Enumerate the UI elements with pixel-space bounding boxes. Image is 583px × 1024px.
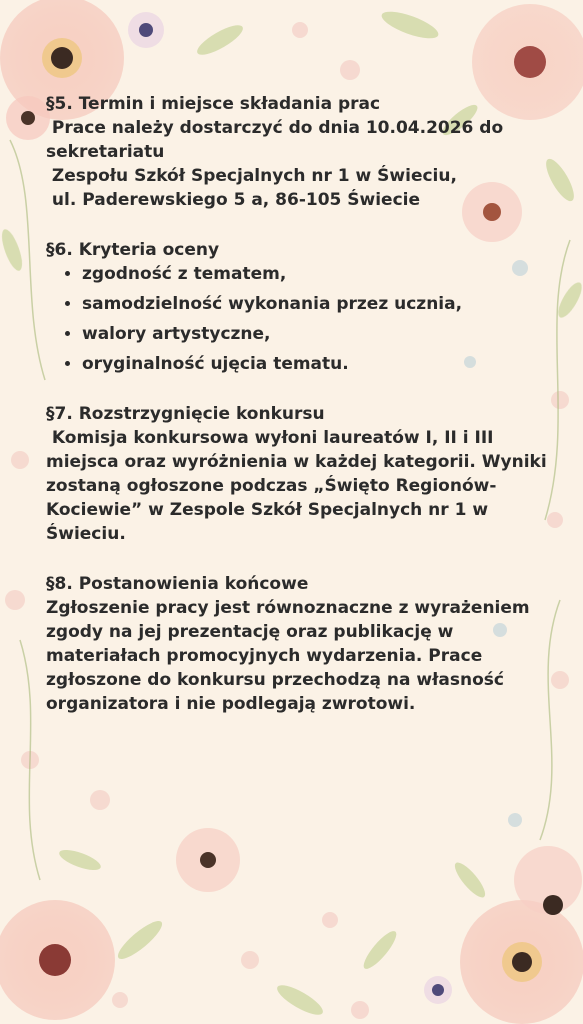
list-item: • oryginalność ujęcia tematu. [82,352,566,376]
section-heading: §6. Kryteria oceny [46,240,220,260]
flower-top-left-small [6,96,50,140]
flower-top-purple [128,12,164,48]
section-5 [46,92,566,212]
criteria-list [46,262,566,376]
section-body: Komisja konkursowa wyłoni laureatów I, II i III miejsca oraz wyróżnienia w każdej kategorii. Wyniki zostaną ogłoszone podczas „Święto Regionów- Kociewie” w Zespole Szkół Specjalnych nr 1 w Świeciu. [46,428,553,544]
section-line: Zespołu Szkół Specjalnych nr 1 w Świeciu, [46,166,457,186]
list-item: • zgodność z tematem, [82,262,566,286]
section-7 [46,402,566,546]
section-body: Zgłoszenie pracy jest równoznaczne z wyrażeniem zgody na jej prezentację oraz publikację w materiałach promocyjnych wydarzenia. Prace zgłoszone do konkursu przechodzą na własność organizatora i nie podlegają zwrotowi. [46,598,530,714]
list-item: • samodzielność wykonania przez ucznia, [82,292,566,316]
section-heading: §5. Termin i miejsce składania prac [46,94,381,114]
section-heading: §8. Postanowienia końcowe [46,574,309,594]
flower-bottom-purple [424,976,452,1004]
section-line: Prace należy dostarczyć do dnia 10.04.2026 do sekretariatu [46,118,510,162]
flower-bottom-center [176,828,240,892]
section-8 [46,572,566,716]
flower-bottom-left [0,900,115,1020]
section-6 [46,238,566,376]
flower-bottom-right [460,900,583,1024]
section-line: ul. Paderewskiego 5 a, 86-105 Świecie [46,190,421,210]
document-content [46,92,566,742]
list-item: • walory artystyczne, [82,322,566,346]
section-heading: §7. Rozstrzygnięcie konkursu [46,404,325,424]
bottom-blossoms [90,790,369,1019]
